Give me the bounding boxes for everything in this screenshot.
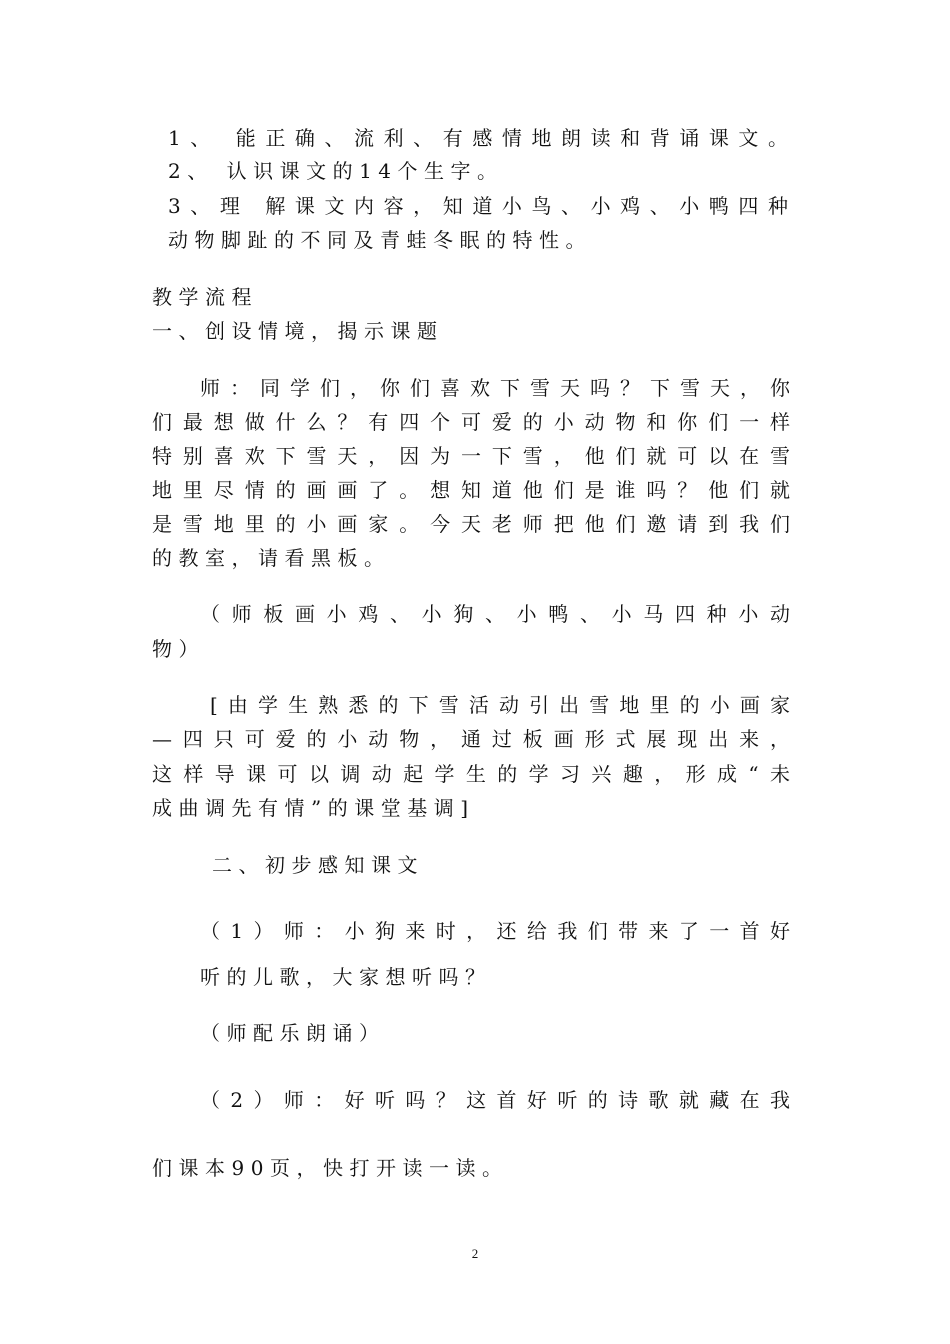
goal-2: 2、 认识课文的14个生字。 [168, 159, 504, 183]
step2-q2-line-2: 们课本90页，快打开读一读。 [152, 1156, 509, 1180]
design-note-line-1: [由学生熟悉的下雪活动引出雪地里的小画家 [210, 693, 790, 717]
teacher-intro-line-1: 师：同学们，你们喜欢下雪天吗？下雪天，你 [200, 376, 790, 400]
teacher-intro-line-3: 特别喜欢下雪天，因为一下雪，他们就可以在雪 [152, 444, 790, 468]
step1-heading: 一、创设情境，揭示课题 [152, 319, 444, 343]
step2-music-note: （师配乐朗诵） [200, 1021, 386, 1045]
section-title: 教学流程 [152, 285, 258, 309]
goal-3: 3、理 解课文内容，知道小鸟、小鸡、小鸭四种 [168, 194, 788, 218]
teacher-intro-line-5: 是雪地里的小画家。今天老师把他们邀请到我们 [152, 512, 790, 536]
goal-1: 1、 能正确、流利、有感情地朗读和背诵课文。 [168, 126, 788, 150]
step2-q1-line-2: 听的儿歌，大家想听吗？ [200, 965, 492, 989]
step2-q1-line-1: （1）师：小狗来时，还给我们带来了一首好 [200, 919, 790, 943]
page-number: 2 [471, 1246, 479, 1261]
board-note-line-1: （师板画小鸡、小狗、小鸭、小马四种小动 [200, 602, 790, 626]
teacher-intro-line-2: 们最想做什么？有四个可爱的小动物和你们一样 [152, 410, 790, 434]
teacher-intro-line-4: 地里尽情的画画了。想知道他们是谁吗？他们就 [152, 478, 790, 502]
teacher-intro-line-6: 的教室，请看黑板。 [152, 546, 391, 570]
design-note-line-3: 这样导课可以调动起学生的学习兴趣，形成“未 [152, 762, 790, 786]
step2-q2-line-1: （2）师：好听吗？这首好听的诗歌就藏在我 [200, 1088, 790, 1112]
goal-3-continued: 动物脚趾的不同及青蛙冬眠的特性。 [168, 228, 592, 252]
design-note-line-2: —四只可爱的小动物，通过板画形式展现出来， [152, 727, 790, 751]
board-note-line-2: 物） [152, 637, 205, 661]
step2-heading: 二、初步感知课文 [212, 853, 424, 877]
design-note-line-4: 成曲调先有情”的课堂基调] [152, 796, 475, 820]
